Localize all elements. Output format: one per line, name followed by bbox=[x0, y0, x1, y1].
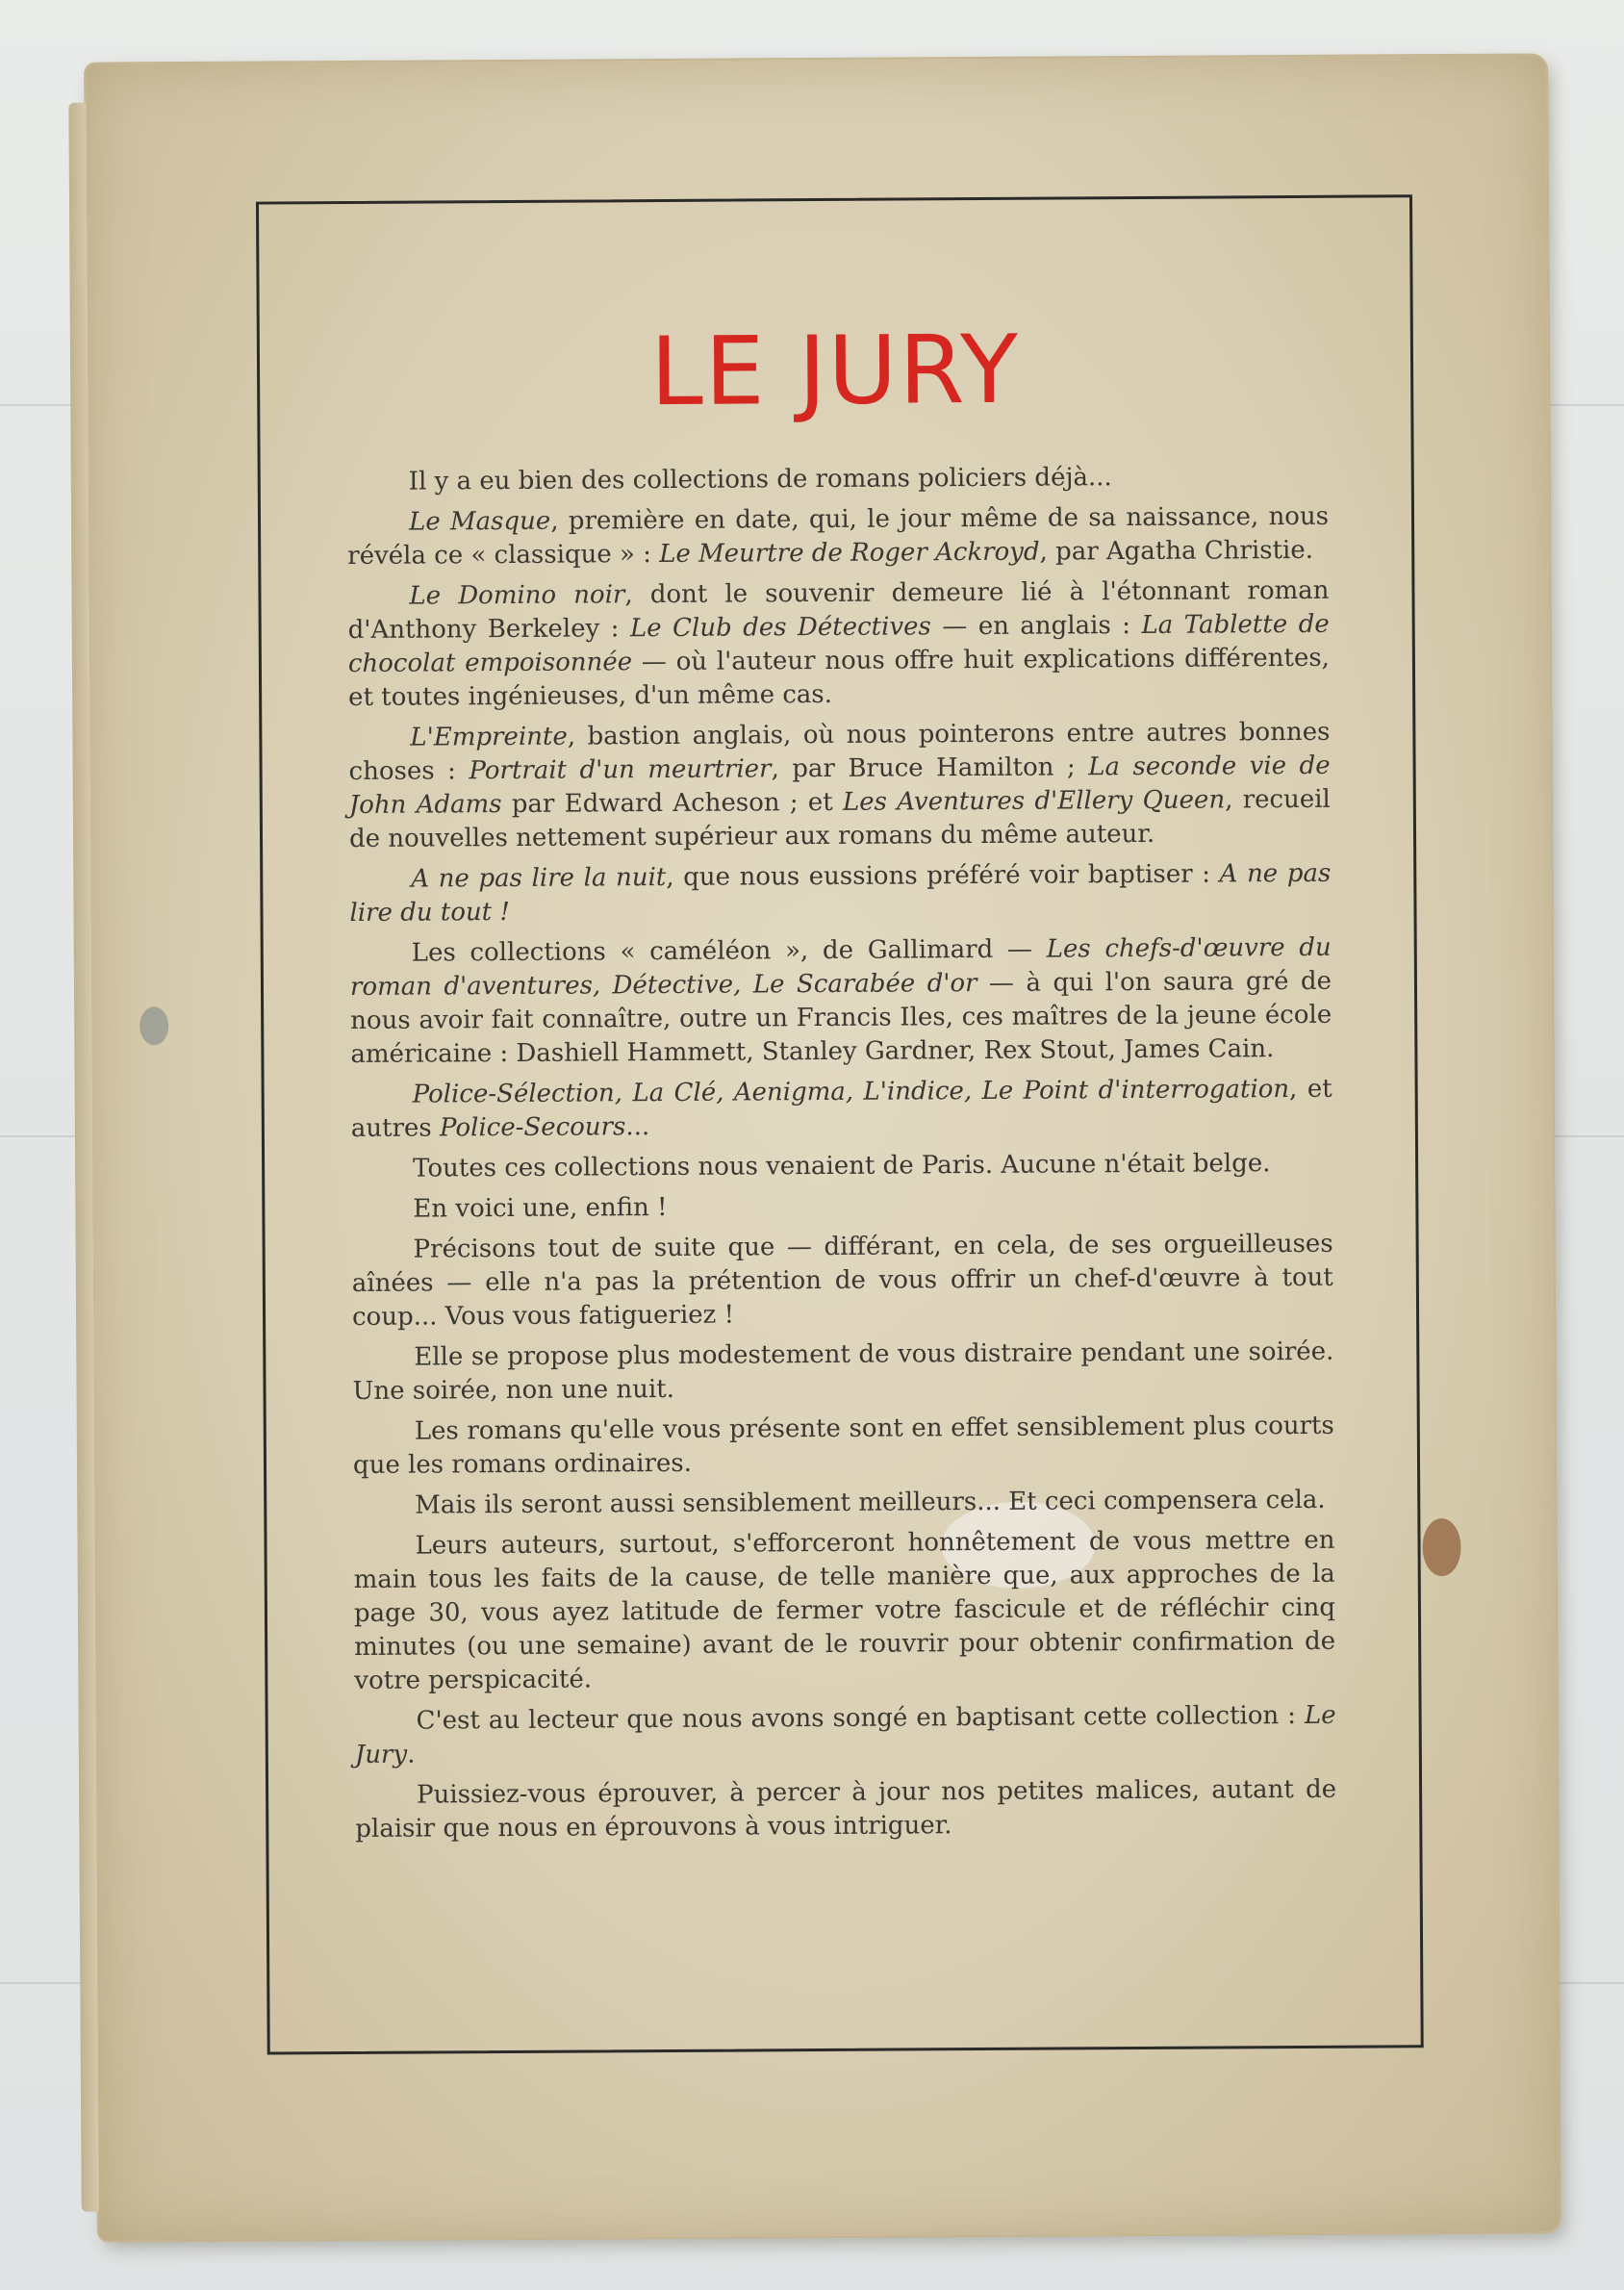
italic-title-segment: Les chefs-d'œuvre du roman d'aventures, Détective, Le Scarabée d'or bbox=[349, 932, 1332, 1002]
italic-title-segment: L'Empreinte bbox=[410, 722, 568, 752]
paragraph bbox=[355, 1699, 1336, 1772]
text-segment: , bastion anglais, où nous pointerons entre autres bonnes choses : bbox=[348, 717, 1331, 787]
italic-title-segment: Les Aventures d'Ellery Queen bbox=[842, 785, 1226, 817]
text-segment: ... bbox=[625, 1112, 650, 1142]
text-segment: Toutes ces collections nous venaient de Paris. Aucune n'était belge. bbox=[413, 1149, 1271, 1183]
paragraph bbox=[351, 1187, 1332, 1227]
text-segment: C'est au lecteur que nous avons songé en baptisant cette collection : bbox=[416, 1700, 1306, 1736]
italic-title-segment: Le Club des Détectives bbox=[629, 612, 931, 644]
text-segment: , recueil de nouvelles nettement supérieur aux romans du même auteur. bbox=[348, 784, 1331, 853]
paragraph bbox=[352, 1228, 1334, 1335]
paragraph bbox=[353, 1410, 1334, 1483]
text-segment: , dont le souvenir demeure lié à l'étonnant roman d'Anthony Berkeley : bbox=[347, 575, 1330, 646]
text-segment: En voici une, enfin ! bbox=[413, 1192, 668, 1224]
text-segment: Les collections « caméléon », de Gallimard — bbox=[411, 934, 1047, 968]
text-segment: , et autres bbox=[350, 1074, 1332, 1143]
ink-spot bbox=[140, 1006, 168, 1045]
text-segment: , par Agatha Christie. bbox=[1039, 535, 1314, 567]
paragraph bbox=[352, 1336, 1333, 1409]
paragraph bbox=[355, 1773, 1336, 1846]
text-segment: , par Bruce Hamilton ; bbox=[771, 752, 1089, 784]
italic-title-segment: Le Jury bbox=[354, 1700, 1336, 1769]
italic-title-segment: Police-Sélection, La Clé, Aenigma, L'indice, Le Point d'interrogation bbox=[412, 1075, 1290, 1109]
paragraph bbox=[349, 857, 1331, 930]
italic-title-segment: Le Meurtre de Roger Ackroyd bbox=[659, 537, 1040, 570]
text-segment: par Edward Acheson ; et bbox=[501, 787, 844, 820]
italic-title-segment: Le Domino noir bbox=[409, 580, 625, 611]
text-segment: Les romans qu'elle vous présente sont en effet sensiblement plus courts que les romans ordinaires. bbox=[352, 1411, 1334, 1480]
text-segment: — en anglais : bbox=[930, 610, 1142, 642]
text-frame bbox=[256, 194, 1424, 2054]
paragraph bbox=[348, 716, 1331, 856]
italic-title-segment: Portrait d'un meurtrier bbox=[469, 754, 772, 786]
text-segment: Leurs auteurs, surtout, s'efforceront honnêtement de vous mettre en main tous les faits de la cause, de telle manière que, aux approches de la page 30, vous ayez latitude de fermer votre fascicule et de réfléchir cinq minutes (ou une semaine) avant de le rouvrir pour obtenir confirmation de votre perspicacité. bbox=[353, 1525, 1336, 1695]
booklet-back-cover bbox=[86, 55, 1560, 2240]
body-text bbox=[347, 460, 1337, 1853]
page-title: LE JURY bbox=[649, 315, 1021, 428]
text-segment: Mais ils seront aussi sensiblement meilleurs... Et ceci compensera cela. bbox=[415, 1485, 1326, 1520]
text-segment: , première en date, qui, le jour même de sa naissance, nous révéla ce « classique » : bbox=[347, 501, 1330, 572]
paragraph bbox=[350, 931, 1332, 1072]
italic-title-segment: La Tablette de chocolat empoisonnée bbox=[347, 609, 1330, 679]
text-segment: — où l'auteur nous offre huit explications différentes, et toutes ingénieuses, d'un même cas. bbox=[348, 643, 1330, 713]
text-segment: Précisons tout de suite que — différant, en cela, de ses orgueilleuses aînées — elle n'a pas la prétention de vous offrir un chef-d'œuvre à tout coup... Vous vous fatigueriez ! bbox=[351, 1229, 1333, 1332]
paragraph bbox=[351, 1147, 1332, 1186]
paragraph bbox=[347, 460, 1329, 499]
text-segment: . bbox=[407, 1740, 416, 1769]
paragraph bbox=[353, 1524, 1335, 1698]
text-segment: — à qui l'on saura gré de nous avoir fait connaître, outre un Francis Iles, ces maîtres de la jeune école américaine : Dashiell Hammett, Stanley Gardner, Rex Stout, James Cain. bbox=[350, 966, 1332, 1069]
italic-title-segment: Police-Secours bbox=[439, 1112, 626, 1143]
paragraph bbox=[353, 1484, 1334, 1523]
italic-title-segment: La seconde vie de John Adams bbox=[348, 751, 1331, 820]
text-segment: , que nous eussions préféré voir baptiser : bbox=[666, 859, 1220, 892]
text-segment: Il y a eu bien des collections de romans policiers déjà... bbox=[408, 463, 1112, 496]
italic-title-segment: A ne pas lire la nuit bbox=[411, 862, 667, 894]
rust-stain bbox=[1422, 1518, 1460, 1576]
italic-title-segment: A ne pas lire du tout ! bbox=[349, 858, 1332, 928]
paragraph bbox=[347, 574, 1330, 715]
paragraph bbox=[351, 1073, 1332, 1146]
italic-title-segment: Le Masque bbox=[408, 506, 551, 537]
text-segment: Elle se propose plus modestement de vous distraire pendant une soirée. Une soirée, non une nuit. bbox=[352, 1336, 1334, 1406]
text-segment: Puissiez-vous éprouver, à percer à jour nos petites malices, autant de plaisir que nous en éprouvons à vous intriguer. bbox=[355, 1774, 1337, 1844]
paragraph bbox=[347, 500, 1329, 573]
